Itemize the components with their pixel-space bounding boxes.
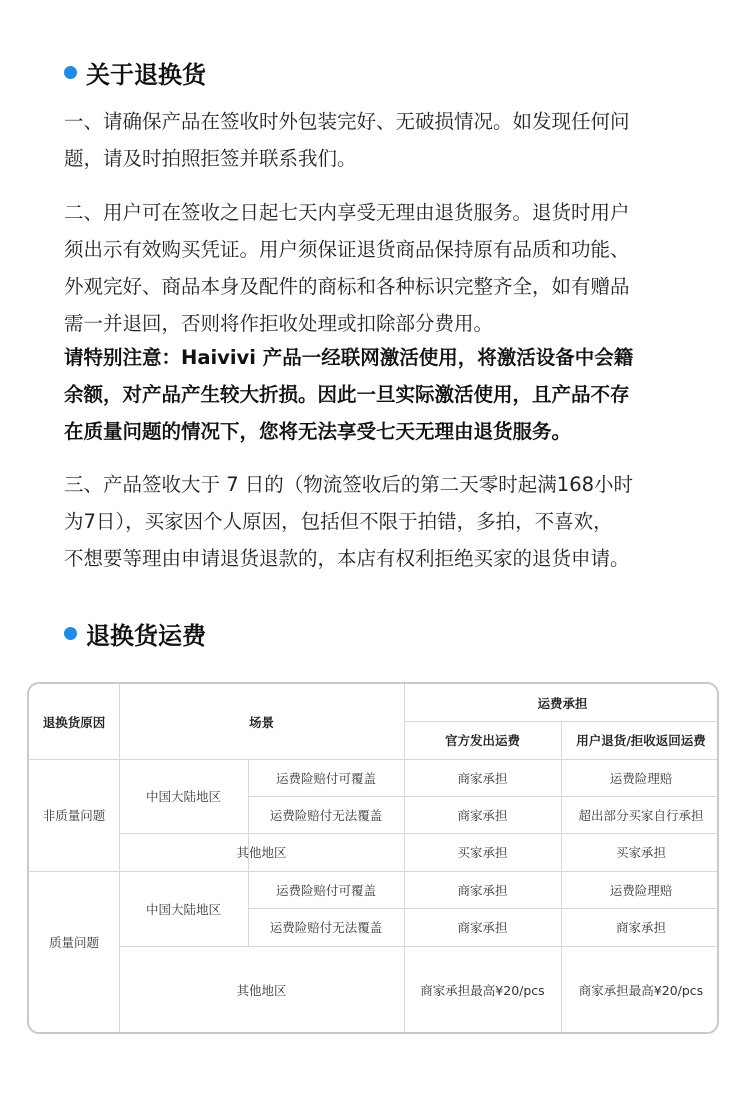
official-fee-cell: 商家承担 xyxy=(457,770,508,786)
section-heading-returns xyxy=(64,55,206,90)
text-line: 三、产品签收大于 7 日的（物流签收后的第二天零时起满168小时 xyxy=(64,473,634,496)
user-fee-cell: 商家承担 xyxy=(615,920,666,935)
scene-other-region: 其他地区 xyxy=(236,845,287,860)
user-fee-cell: 买家承担 xyxy=(615,845,666,860)
scene-other-region: 其他地区 xyxy=(236,983,287,998)
section-heading-shipping xyxy=(64,616,206,651)
text-line: 为7日），买家因个人原因，包括但不限于拍错，多拍，不喜欢， xyxy=(64,510,613,533)
text-line: 需一并退回，否则将作拒收处理或扣除部分费用。 xyxy=(64,312,494,335)
official-fee-cell: 商家承担 xyxy=(457,920,508,935)
scene-cell: 运费险赔付无法覆盖 xyxy=(269,807,383,823)
policy-paragraph-2 xyxy=(64,194,696,342)
region-mainland: 中国大陆地区 xyxy=(145,901,221,917)
section-title: 关于退换货 xyxy=(86,61,206,89)
text-line: 在质量问题的情况下，您将无法享受七天无理由退货服务。 xyxy=(64,420,572,443)
text-line: 二、用户可在签收之日起七天内享受无理由退货服务。退货时用户 xyxy=(64,201,630,224)
text-line: 请特别注意：Haivivi 产品一经联网激活使用，将激活设备中会籍 xyxy=(64,346,634,369)
header-scene: 场景 xyxy=(248,714,274,730)
user-fee-cell: 运费险理赔 xyxy=(609,882,673,898)
bullet-dot-icon xyxy=(64,627,77,640)
official-fee-cell: 商家承担 xyxy=(457,807,508,823)
official-fee-cell: 买家承担 xyxy=(457,845,508,860)
scene-cell: 运费险赔付无法覆盖 xyxy=(269,920,383,935)
text-line: 题，请及时拍照拒签并联系我们。 xyxy=(64,147,357,170)
user-fee-cell: 运费险理赔 xyxy=(609,770,673,786)
text-line: 余额，对产品产生较大折损。因此一旦实际激活使用，且产品不存 xyxy=(64,383,630,406)
reason-non-quality: 非质量问题 xyxy=(42,808,106,823)
text-line: 一、请确保产品在签收时外包装完好、无破损情况。如发现任何问 xyxy=(64,110,630,133)
bullet-dot-icon xyxy=(64,66,77,79)
policy-paragraph-3 xyxy=(64,466,696,577)
scene-cell: 运费险赔付可覆盖 xyxy=(275,770,376,786)
text-line: 外观完好、商品本身及配件的商标和各种标识完整齐全，如有赠品 xyxy=(64,275,630,298)
text-line: 不想要等理由申请退货退款的，本店有权利拒绝买家的退货申请。 xyxy=(64,547,630,570)
reason-quality: 质量问题 xyxy=(48,935,99,950)
header-official-fee: 官方发出运费 xyxy=(444,733,520,748)
header-user-return-fee: 用户退货/拒收返回运费 xyxy=(576,733,706,748)
region-mainland: 中国大陆地区 xyxy=(145,789,221,804)
official-fee-cell: 商家承担 xyxy=(457,882,508,898)
header-fee: 运费承担 xyxy=(537,695,588,711)
policy-paragraph-1 xyxy=(64,103,696,177)
header-reason: 退换货原因 xyxy=(42,714,106,730)
section-title: 退换货运费 xyxy=(86,622,206,650)
user-fee-cell: 超出部分买家自行承担 xyxy=(578,807,704,823)
text-line: 须出示有效购买凭证。用户须保证退货商品保持原有品质和功能、 xyxy=(64,238,630,261)
scene-cell: 运费险赔付可覆盖 xyxy=(275,882,376,898)
special-notice xyxy=(64,339,696,450)
shipping-fee-table xyxy=(27,682,719,1034)
user-fee-cell: 商家承担最高¥20/pcs xyxy=(578,983,704,998)
official-fee-cell: 商家承担最高¥20/pcs xyxy=(420,983,545,998)
